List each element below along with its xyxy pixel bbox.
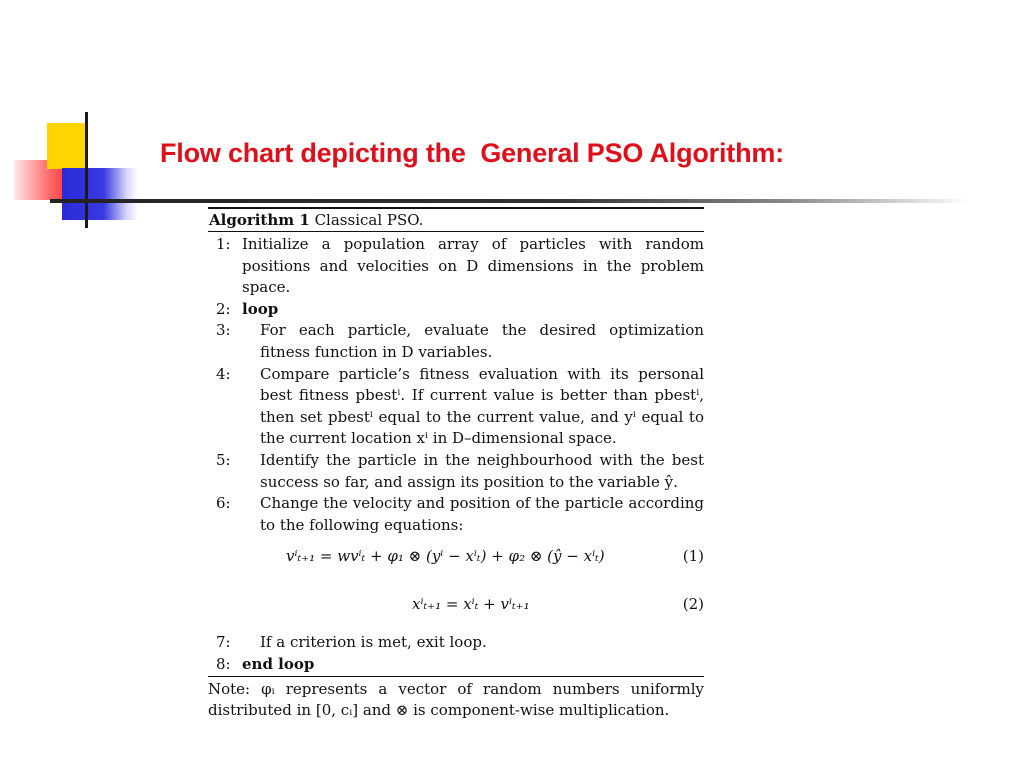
step-number: 3: (216, 321, 231, 340)
logo-yellow-block (47, 123, 87, 169)
step-2 (208, 299, 704, 321)
step-text: If a criterion is met, exit loop. (260, 633, 487, 652)
slide-title: Flow chart depicting the General PSO Algorithm: (160, 138, 784, 168)
step-number: 2: (216, 299, 231, 318)
step-text: Compare particle’s fitness evaluation with its personal best fitness pbestⁱ. If current value is better than pbestⁱ, then set pbestⁱ equal to the current value, and yⁱ equal to the current location xⁱ in D–dimensional space. (260, 364, 704, 448)
step-7 (208, 632, 704, 654)
equation-2 (208, 584, 704, 632)
algorithm-header (208, 209, 704, 231)
equation-expression: vⁱₜ₊₁ = wvⁱₜ + φ₁ ⊗ (yⁱ − xⁱₜ) + φ₂ ⊗ (ŷ − xⁱₜ) (286, 547, 605, 566)
equation-number: (2) (682, 595, 704, 614)
step-number: 4: (216, 364, 231, 383)
step-number: 7: (216, 633, 231, 652)
step-number: 5: (216, 450, 231, 469)
step-3 (208, 320, 704, 363)
algorithm-label: Algorithm 1 (209, 211, 310, 229)
step-5 (208, 450, 704, 493)
step-number: 6: (216, 494, 231, 513)
step-text: Change the velocity and position of the particle according to the following equations: (260, 494, 704, 534)
step-text: Initialize a population array of particles with random positions and velocities on D dimensions in the problem space. (242, 235, 704, 297)
equation-1 (208, 536, 704, 584)
step-number: 1: (216, 235, 231, 253)
step-1 (208, 234, 704, 299)
algorithm-box (208, 207, 704, 722)
logo-blue-block (62, 168, 138, 220)
equation-number: (1) (682, 547, 704, 566)
step-8 (208, 654, 704, 676)
step-text: For each particle, evaluate the desired optimization fitness function in D variables. (260, 321, 704, 361)
algorithm-bottom-rule (208, 676, 704, 677)
step-text: loop (242, 299, 279, 318)
logo-vertical-line (85, 112, 88, 228)
step-text: end loop (242, 654, 315, 673)
step-4 (208, 364, 704, 450)
title-underline-rule (50, 199, 970, 203)
step-number: 8: (216, 654, 231, 673)
algorithm-name: Classical PSO. (314, 211, 424, 229)
step-text: Identify the particle in the neighbourhood with the best success so far, and assign its position to the variable ŷ. (260, 450, 704, 491)
step-6 (208, 493, 704, 536)
equation-expression: xⁱₜ₊₁ = xⁱₜ + vⁱₜ₊₁ (412, 595, 530, 614)
algorithm-steps (208, 232, 704, 676)
algorithm-note: Note: φᵢ represents a vector of random numbers uniformly distributed in [0, cᵢ] and ⊗ is component-wise multiplication. (208, 679, 704, 720)
